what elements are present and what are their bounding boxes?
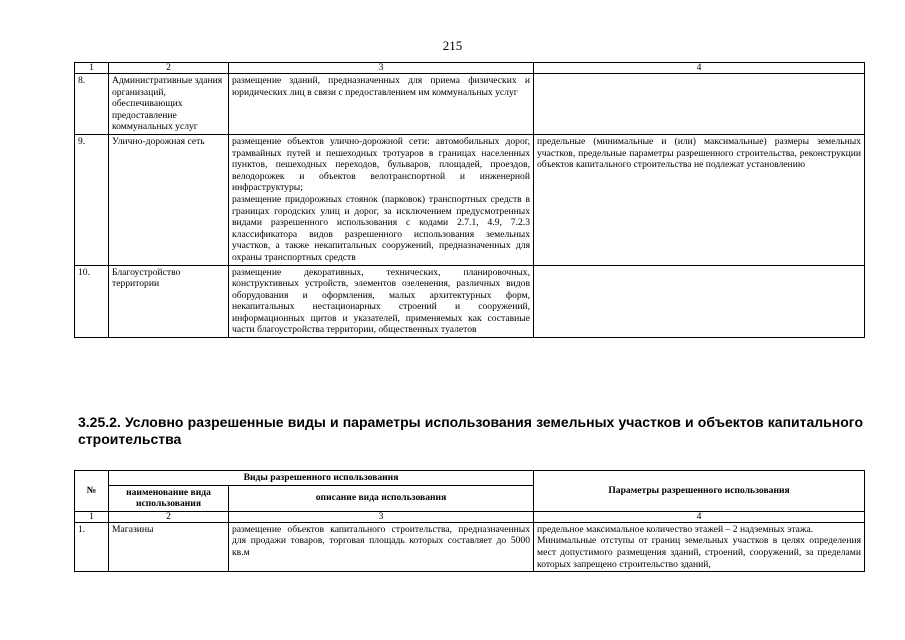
column-number: 2	[109, 511, 229, 522]
table-row	[75, 265, 865, 338]
table-row	[75, 134, 865, 265]
column-number-row	[75, 511, 865, 522]
page-number: 215	[442, 38, 463, 53]
row-number: 9.	[75, 134, 109, 265]
column-number: 2	[109, 63, 229, 74]
use-type-name: Магазины	[109, 522, 229, 571]
table-row	[75, 74, 865, 135]
header-name: наименование вида использования	[109, 485, 229, 511]
use-parameters: предельные (минимальные и (или) максимальные) размеры земельных участков, предельные параметры разрешенного строительства, реконструкции объектов капитального строительства не подлежат установлению	[534, 134, 865, 265]
use-parameters	[534, 265, 865, 338]
conditional-use-table	[74, 470, 865, 572]
header-description: описание вида использования	[229, 485, 534, 511]
use-type-description: размещение декоративных, технических, планировочных, конструктивных устройств, элементов озеленения, различных видов оборудования и оформления, малых архитектурных форм, некапитальных нестационарных строений и сооружений, информационных щитов и указателей, применяемых как составные части благоустройства территории, общественных туалетов	[229, 265, 534, 338]
description-paragraph: размещение объектов улично-дорожной сети: автомобильных дорог, трамвайных путей и пешеходных тротуаров в границах населенных пунктов, пешеходных переходов, бульваров, площадей, проездов, велодорожек и объектов велотранспортной и инженерной инфраструктуры;	[232, 135, 530, 194]
use-type-description	[229, 134, 534, 265]
header-number: №	[75, 471, 109, 512]
use-parameters	[534, 522, 865, 571]
use-type-name: Административные здания организаций, обеспечивающих предоставление коммунальных услуг	[109, 74, 229, 135]
column-number: 4	[534, 511, 865, 522]
use-type-description: размещение объектов капитального строительства, предназначенных для продажи товаров, торговая площадь которых составляет до 5000 кв.м	[229, 522, 534, 571]
description-paragraph: размещение придорожных стоянок (парковок) транспортных средств в границах городских улиц и дорог, за исключением предусмотренных видами разрешенного использования с кодами 2.7.1, 4.9, 7.2.3 классификатора видов разрешенного использования земельных участков, а также некапитальных сооружений, предназначенных для охраны транспортных средств	[232, 193, 530, 263]
column-number: 3	[229, 63, 534, 74]
permitted-use-table-main	[74, 62, 865, 338]
column-number: 1	[75, 511, 109, 522]
column-number: 1	[75, 63, 109, 74]
use-type-name: Улично-дорожная сеть	[109, 134, 229, 265]
column-number: 3	[229, 511, 534, 522]
row-number: 10.	[75, 265, 109, 338]
section-heading: 3.25.2. Условно разрешенные виды и параметры использования земельных участков и объектов капитального строительства	[78, 414, 863, 447]
column-number-row	[75, 63, 865, 74]
use-type-name: Благоустройство территории	[109, 265, 229, 338]
row-number: 1.	[75, 522, 109, 571]
row-number: 8.	[75, 74, 109, 135]
use-parameters	[534, 74, 865, 135]
parameters-paragraph: Минимальные отступы от границ земельных участков в целях определения мест допустимого размещения зданий, строений, сооружений, за пределами которых запрещено строительство зданий,	[537, 535, 862, 570]
header-parameters: Параметры разрешенного использования	[534, 471, 865, 512]
use-type-description: размещение зданий, предназначенных для приема физических и юридических лиц в связи с предоставлением им коммунальных услуг	[229, 74, 534, 135]
parameters-paragraph: предельное максимальное количество этажей – 2 надземных этажа.	[537, 523, 814, 535]
header-group: Виды разрешенного использования	[109, 471, 534, 486]
table-row	[75, 522, 865, 571]
column-number: 4	[534, 63, 865, 74]
table-header-row	[75, 471, 865, 486]
